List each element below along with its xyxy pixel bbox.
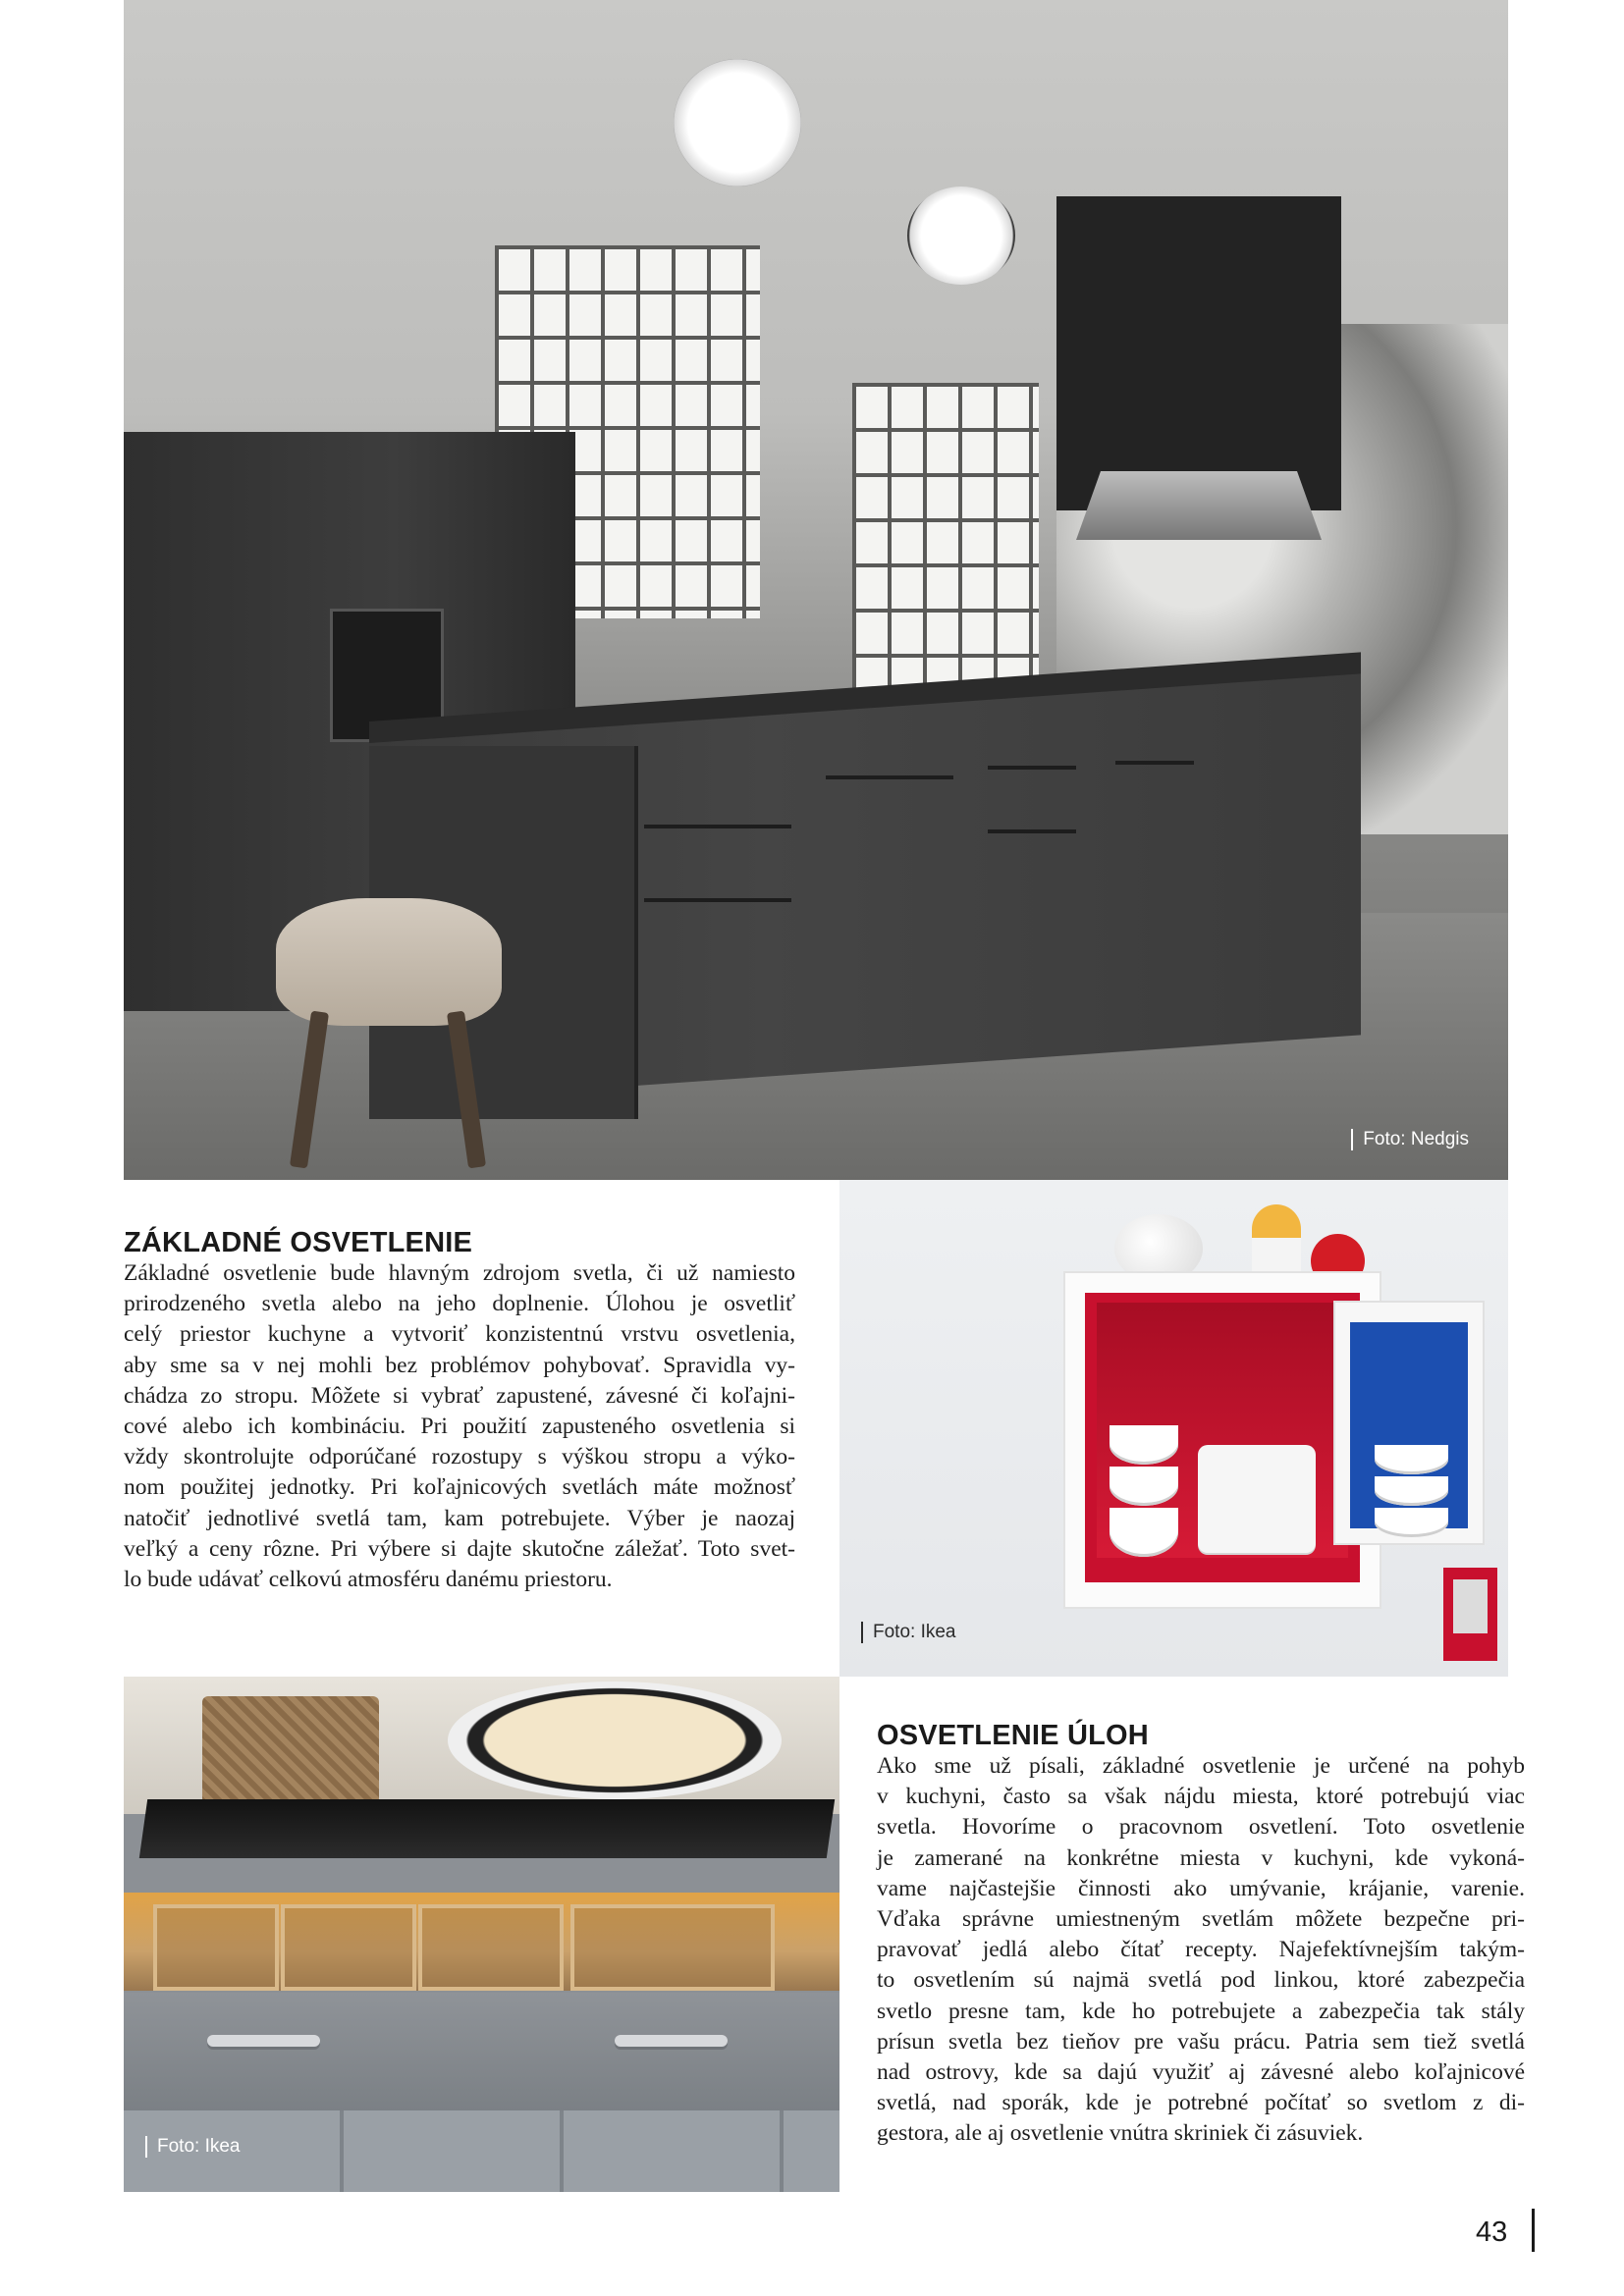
section-body-osvetlenie-uloh bbox=[877, 1751, 1525, 2150]
text-line: celý priestor kuchyne a vytvoriť konzistentnú vrstvu osvetlenia, bbox=[124, 1321, 795, 1348]
photo-credit: Foto: Nedgis bbox=[1351, 1129, 1469, 1150]
section-heading-zakladne-osvetlenie: ZÁKLADNÉ OSVETLENIE bbox=[124, 1227, 473, 1258]
text-line: nom použitej jednotky. Pri koľajnicových svetlách máte možnosť bbox=[124, 1474, 795, 1501]
photo-credit: Foto: Ikea bbox=[861, 1622, 956, 1643]
text-line: svetla. Hovoríme o pracovnom osvetlení. Toto osvetlenie bbox=[877, 1814, 1525, 1841]
text-line: cové alebo ich kombináciu. Pri použití zapusteného osvetlenia si bbox=[124, 1414, 795, 1440]
text-line: v kuchyni, často sa však nájdu miesta, ktoré potrebujú viac bbox=[877, 1784, 1525, 1810]
page-number: 43 bbox=[1476, 2216, 1508, 2248]
text-line: Vďaka správne umiestneným svetlám môžete bezpečne pri- bbox=[877, 1906, 1525, 1933]
photo-credit: Foto: Ikea bbox=[145, 2136, 241, 2158]
text-line: prirodzeného svetla alebo na jeho doplnenie. Úlohou je osvetliť bbox=[124, 1291, 795, 1317]
text-line: prísun svetla bez tieňov pre vašu prácu. Patria sem tiež svetlá bbox=[877, 2028, 1525, 2055]
drawer-photo bbox=[124, 1677, 839, 2192]
text-line: svetlá, nad sporák, kde je potrebné počítať so svetlom z di- bbox=[877, 2090, 1525, 2116]
section-heading-osvetlenie-uloh: OSVETLENIE ÚLOH bbox=[877, 1720, 1149, 1751]
page-number-rule bbox=[1532, 2209, 1535, 2252]
text-line: veľký a ceny rôzne. Pri výbere si dajte skutočne záležať. Toto svet- bbox=[124, 1535, 795, 1562]
shelf-photo bbox=[839, 1180, 1508, 1677]
text-line: to osvetlením sú najmä svetlá pod linkou, ktoré zabezpečia bbox=[877, 1967, 1525, 1994]
text-line: nad ostrovy, kde sa dajú využiť aj závesné alebo koľajnicové bbox=[877, 2059, 1525, 2086]
text-line: chádza zo stropu. Môžete si vybrať zapustené, závesné či koľajni- bbox=[124, 1382, 795, 1409]
text-line: vame najčastejšie činnosti ako umývanie, krájanie, varenie. bbox=[877, 1875, 1525, 1901]
hero-kitchen-photo bbox=[124, 0, 1508, 1180]
text-line: lo bude udávať celkovú atmosféru danému priestoru. bbox=[124, 1567, 613, 1593]
text-line: gestora, ale aj osvetlenie vnútra skriniek či zásuviek. bbox=[877, 2120, 1364, 2147]
text-line: Základné osvetlenie bude hlavným zdrojom svetla, či už namiesto bbox=[124, 1260, 795, 1286]
section-body-zakladne-osvetlenie bbox=[124, 1258, 795, 1595]
text-line: svetlo presne tam, kde ho potrebujete a zabezpečia tak stály bbox=[877, 1998, 1525, 2024]
text-line: natočiť jednotlivé svetlá tam, kam potrebujete. Výber je naozaj bbox=[124, 1505, 795, 1531]
text-line: vždy skontrolujte odporúčané rozostupy s výškou stropu a výko- bbox=[124, 1444, 795, 1470]
text-line: Ako sme už písali, základné osvetlenie je určené na pohyb bbox=[877, 1753, 1525, 1779]
text-line: pravovať jedlá alebo čítať recepty. Najefektívnejším takým- bbox=[877, 1937, 1525, 1963]
text-line: aby sme sa v nej mohli bez problémov pohybovať. Spravidla vy- bbox=[124, 1352, 795, 1378]
text-line: je zamerané na konkrétne miesta v kuchyni, kde vykoná- bbox=[877, 1844, 1525, 1871]
